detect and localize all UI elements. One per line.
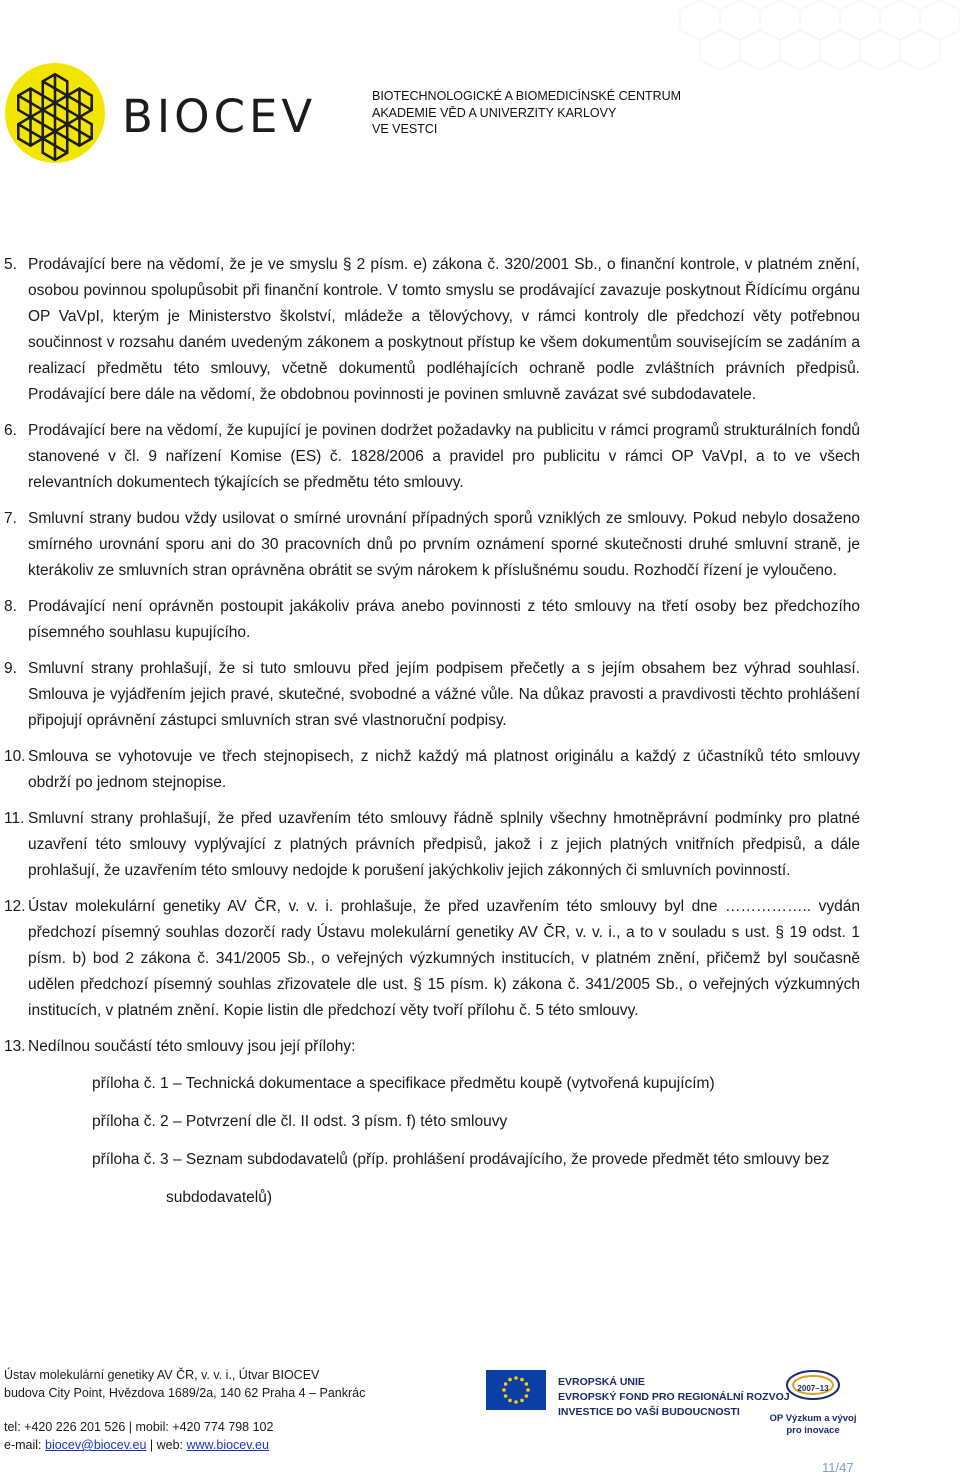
attachment-item: příloha č. 1 – Technická dokumentace a specifikace předmětu koupě (vytvořená kupujícím) [92,1075,715,1092]
attachments-list [92,1070,860,1212]
clause [4,418,860,496]
clause [4,744,860,796]
clause [4,894,860,1024]
footer-line: budova City Point, Hvězdova 1689/2a, 140 62 Praha 4 – Pankrác [4,1386,366,1400]
eu-line: EVROPSKÁ UNIE [558,1376,645,1388]
clause-text: Nedílnou součástí této smlouvy jsou její přílohy: [28,1038,356,1055]
hexagon-pattern [660,0,960,120]
clause-text: Ústav molekulární genetiky AV ČR, v. v. i. prohlašuje, že před uzavřením této smlouvy byl dne …………….. vydán předchozí písemný souhlas dozorčí rady Ústavu molekulární genetiky AV ČR, v. v. i., a to v souladu s ust. § 19 odst. 1 písm. b) bod 2 zákona č. 341/2005 Sb., o veřejných výzkumných institucích, v platném znění, přičemž byl současně udělen předchozí písemný souhlas zřizovatele dle ust. § 15 písm. k) zákona č. 341/2005 Sb., o veřejných výzkumných institucích, v platném znění. Kopie listin dle předchozí věty tvoří přílohu č. 5 této smlouvy. [28,898,860,1019]
biocev-logo-icon [4,62,106,164]
clause [4,252,860,408]
clause-text: Prodávající bere na vědomí, že je ve smyslu § 2 písm. e) zákona č. 320/2001 Sb., o finanční kontrole, v platném znění, osobou povinnou spolupůsobit při finanční kontrole. V tomto smyslu se prodávající zavazuje poskytnout Řídícímu orgánu OP VaVpI, kterým je Ministerstvo školství, mládeže a tělovýchovy, v rámci kontroly dle předchozí věty potřebnou součinnost v rozsahu daném uvedeným zákonem a poskytnout přístup ke všem dokumentům souvisejícím se zadáním a realizací předmětu této smlouvy, včetně dokumentů podléhajících ochraně podle zvláštních právních předpisů. Prodávající bere dále na vědomí, že obdobnou povinnosti je povinen smluvně zavázat své subdodavatele. [28,256,860,403]
contract-body [4,252,860,1222]
attachment-continuation: subdodavatelů) [166,1189,272,1206]
clause-text: Smluvní strany budou vždy usilovat o smírné urovnání případných sporů vzniklých ze smlouvy. Pokud nebylo dosaženo smírného urovnání sporu ani do 30 pracovních dnů po prvním oznámení sporné skutečnosti druhé smluvní straně, je kterákoliv ze smluvních stran oprávněna obrátit se svým nárokem k příslušnému soudu. Rozhodčí řízení je vyloučeno. [28,510,860,579]
clause-number: 5. [4,256,17,273]
clause [4,1034,860,1060]
institution-name [372,88,681,138]
clause-text: Smluvní strany prohlašují, že si tuto smlouvu před jejím podpisem přečetly a s jejím obsahem bez výhrad souhlasí. Smlouva je vyjádřením jejich pravé, skutečné, svobodné a vážné vůle. Na důkaz pravosti a pravdivosti těchto prohlášení připojují oprávnění zástupci smluvních stran své vlastnoruční podpisy. [28,660,860,729]
page-number: 11/47 [822,1460,854,1475]
op-years: 2007–13 [797,1384,829,1393]
email-link[interactable]: biocev@biocev.eu [45,1438,147,1452]
web-label: | web: [149,1438,184,1452]
op-line: OP Výzkum a vývoj [769,1413,857,1424]
logo-wordmark: BIOCEV [122,90,317,143]
clause [4,594,860,646]
clause-text: Prodávající bere na vědomí, že kupující je povinen dodržet požadavky na publicitu v rámci programů strukturálních fondů stanovené v čl. 9 nařízení Komise (ES) č. 1828/2006 a pravidel pro publicitu v rámci OP VaVpI, a to ve všech relevantních dokumentech týkajících se předmětu této smlouvy. [28,422,860,491]
clause-number: 12. [4,898,26,915]
clause [4,806,860,884]
clause-number: 13. [4,1038,26,1055]
clause-number: 8. [4,598,17,615]
clause-text: Smlouva se vyhotovuje ve třech stejnopisech, z nichž každý má platnost originálu a každý z účastníků této smlouvy obdrží po jednom stejnopise. [28,748,860,791]
institution-line: BIOTECHNOLOGICKÉ A BIOMEDICÍNSKÉ CENTRUM [372,89,682,103]
footer-contact [4,1366,365,1454]
footer-line: Ústav molekulární genetiky AV ČR, v. v. i., Útvar BIOCEV [4,1368,320,1382]
institution-line: VE VESTCI [372,122,438,136]
footer-phone: tel: +420 226 201 526 | mobil: +420 774 798 102 [4,1420,274,1434]
clause-number: 11. [4,810,25,827]
clause-text: Prodávající není oprávněn postoupit jakákoliv práva anebo povinnosti z této smlouvy na třetí osoby bez předchozího písemného souhlasu kupujícího. [28,598,860,641]
eu-flag-icon [486,1370,546,1410]
clause-number: 7. [4,510,17,527]
web-link[interactable]: www.biocev.eu [186,1438,269,1452]
clause-text: Smluvní strany prohlašují, že před uzavřením této smlouvy řádně splnily všechny hmotněprávní podmínky pro platné uzavření této smlouvy vyplývající z platných právních předpisů, jakož i z jejich platných vnitřních předpisů, a dále prohlašují, že uzavřením této smlouvy nedojde k porušení jakýchkoliv jejich zákonných či smluvních povinností. [28,810,860,879]
email-label: e-mail: [4,1438,42,1452]
op-vavpi-logo [768,1365,858,1461]
clause-number: 6. [4,422,17,439]
attachment-item: příloha č. 2 – Potvrzení dle čl. II odst. 3 písm. f) této smlouvy [92,1113,508,1130]
footer-web-line [4,1436,365,1454]
attachment-item: příloha č. 3 – Seznam subdodavatelů (příp. prohlášení prodávajícího, že provede předmět této smlouvy bez [92,1151,830,1168]
institution-line: AKADEMIE VĚD A UNIVERZITY KARLOVY [372,105,617,120]
eu-line: INVESTICE DO VAŠÍ BUDOUCNOSTI [558,1406,740,1418]
eu-fund-text [558,1375,790,1420]
clause [4,656,860,734]
op-line: pro inovace [786,1425,840,1436]
clause-number: 10. [4,748,26,765]
clause-number: 9. [4,660,17,677]
eu-line: EVROPSKÝ FOND PRO REGIONÁLNÍ ROZVOJ [558,1391,790,1403]
clause [4,506,860,584]
